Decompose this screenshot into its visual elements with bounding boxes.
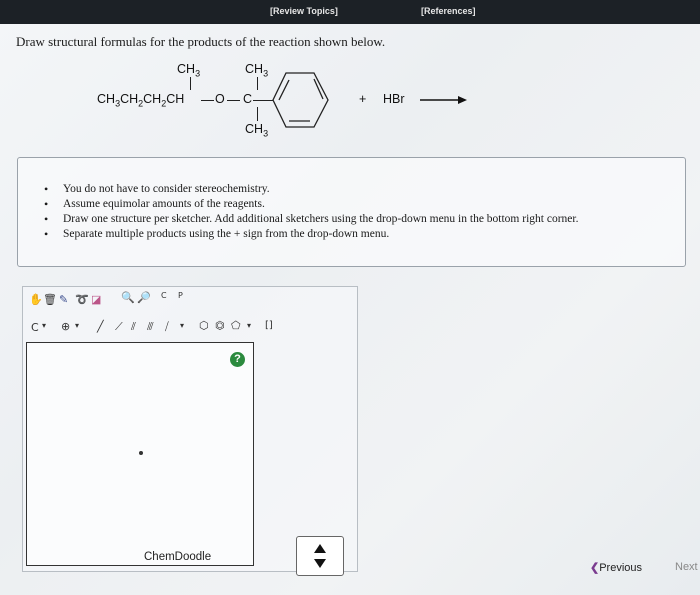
next-link[interactable]: Next [675, 561, 698, 573]
wedge-bond-icon[interactable]: ⟋ [115, 320, 123, 333]
help-icon[interactable]: ? [230, 352, 245, 367]
benzene-ring-icon [272, 70, 334, 132]
previous-label: Previous [599, 562, 643, 574]
bond-vertical-right-top [257, 77, 258, 90]
methyl-bottom: $CH_3$ [245, 122, 269, 139]
bond-o-c [227, 100, 240, 101]
up-down-arrows-icon [297, 537, 343, 575]
question-prompt: Draw structural formulas for the products of the reaction shown below. [16, 34, 386, 49]
zoom-out-icon[interactable]: 🔎 [137, 291, 151, 304]
chevron-left-icon: ❮ [590, 562, 600, 574]
bond-vertical-left [190, 77, 191, 90]
oxygen-atom: O [215, 92, 225, 106]
pencil-icon[interactable]: ✎ [59, 293, 69, 306]
instruction-item: • Draw one structure per sketcher. Add additional sketchers using the drop-down menu in the bottom right corner. [44, 212, 578, 227]
triple-bond-icon[interactable]: ⫻ [147, 320, 154, 333]
instructions-panel [17, 157, 686, 267]
review-topics-link[interactable]: [Review Topics] [270, 6, 338, 16]
quaternary-carbon: C [243, 92, 253, 106]
chevron-down-icon[interactable]: ▾ [42, 321, 47, 330]
reaction-arrow-icon [420, 95, 468, 105]
chemdoodle-brand: ChemDoodle [144, 551, 212, 563]
copy-icon[interactable]: C [161, 291, 167, 300]
bond-c-ring [253, 100, 273, 101]
bond-vertical-right-bottom [257, 107, 258, 121]
methyl-top-right: $CH_3$ [245, 62, 269, 79]
paste-icon[interactable]: P [178, 291, 183, 300]
hand-icon[interactable]: ✋ [29, 293, 43, 306]
clear-icon[interactable]: 🗑 [43, 293, 57, 306]
chemdoodle-sketcher [22, 286, 358, 572]
zoom-in-icon[interactable]: 🔍 [121, 291, 135, 304]
hash-bond-icon[interactable]: ⧸ [165, 320, 169, 333]
previous-link[interactable] [590, 561, 642, 574]
ring-benzene-icon[interactable]: ⏣ [215, 319, 225, 332]
single-bond-icon[interactable]: ╱ [97, 320, 104, 333]
drawing-canvas[interactable] [26, 342, 254, 566]
chevron-down-icon[interactable]: ▾ [180, 321, 185, 330]
bracket-button[interactable]: [] [265, 320, 273, 331]
eraser-icon[interactable]: ◪ [91, 293, 102, 306]
sketcher-dropdown[interactable] [296, 536, 344, 576]
instructions-list [44, 182, 578, 242]
instruction-item: • Assume equimolar amounts of the reagents. [44, 197, 578, 212]
instruction-item: • You do not have to consider stereochemistry. [44, 182, 578, 197]
double-bond-icon[interactable]: ⫽ [131, 320, 136, 333]
chevron-down-icon[interactable]: ▾ [247, 321, 252, 330]
methyl-top-left: $CH_3$ [177, 62, 201, 79]
bond-ch-o [201, 100, 214, 101]
top-bar [0, 0, 700, 24]
charge-button[interactable]: ⊕ [61, 320, 71, 333]
chevron-down-icon[interactable]: ▾ [75, 321, 80, 330]
ring-pentagon-icon[interactable]: ⬠ [231, 319, 241, 332]
canvas-dot [139, 451, 143, 455]
instruction-item: • Separate multiple products using the + sign from the drop-down menu. [44, 227, 578, 242]
lasso-icon[interactable]: ➰ [75, 293, 89, 306]
alkyl-chain: $CH_3CH_2CH_2CH$ [97, 92, 185, 109]
ring-hexagon-icon[interactable]: ⬡ [199, 319, 209, 332]
references-link[interactable]: [References] [421, 6, 476, 16]
element-c-button[interactable]: C [31, 321, 39, 334]
plus-sign: + [359, 92, 367, 106]
reagent-hbr: HBr [383, 92, 405, 106]
